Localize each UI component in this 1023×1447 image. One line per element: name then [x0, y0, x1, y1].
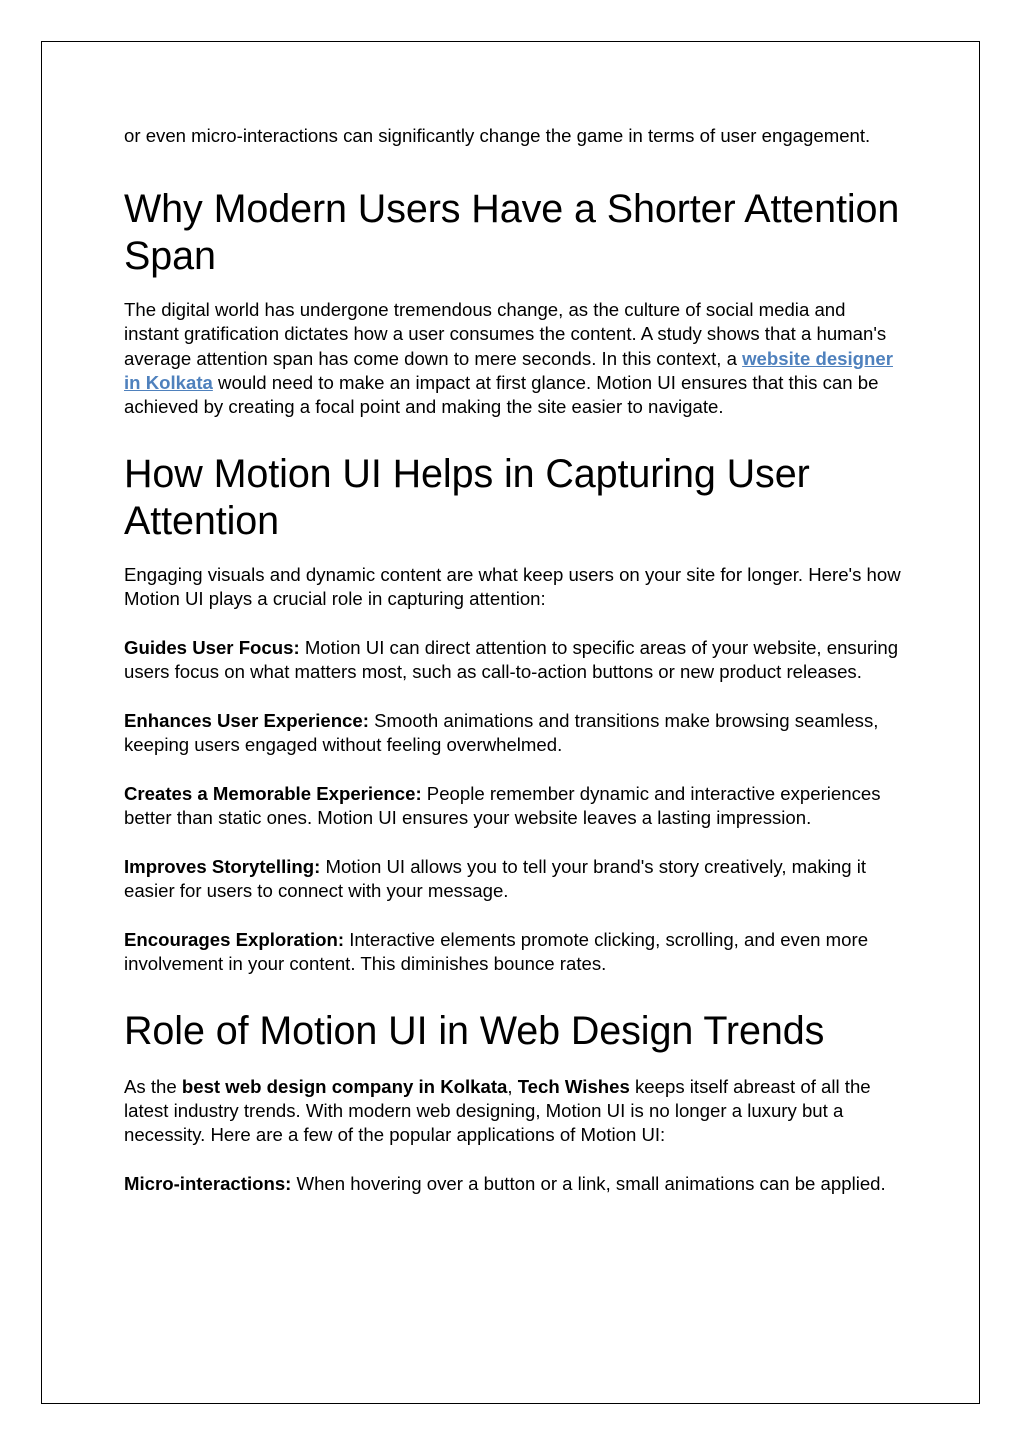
- benefit-term: Improves Storytelling:: [124, 855, 321, 877]
- benefit-item: [124, 709, 904, 757]
- heading-web-design-trends: Role of Motion UI in Web Design Trends: [124, 1009, 825, 1054]
- benefit-text: People remember dynamic and interactive experiences better than static ones. Motion UI ensures your website leaves a lasting impression.: [124, 782, 881, 829]
- trends-separator: ,: [507, 1075, 518, 1097]
- benefit-term: Guides User Focus:: [124, 637, 300, 659]
- benefit-text: Motion UI allows you to tell your brand's story creatively, making it easier for users to connect with your message.: [124, 855, 867, 902]
- website-designer-link[interactable]: website designer in Kolkata: [124, 347, 893, 393]
- benefit-text: Smooth animations and transitions make browsing seamless, keeping users engaged without feeling overwhelmed.: [124, 710, 879, 756]
- trends-paragraph: [124, 1075, 904, 1148]
- trends-text-start: As the: [124, 1075, 182, 1097]
- intro-paragraph: or even micro-interactions can significantly change the game in terms of user engagement.: [124, 125, 871, 146]
- attention-span-text-end: would need to make an impact at first glance. Motion UI ensures that this can be achieved by creating a focal point and making the site easier to navigate.: [124, 371, 879, 418]
- benefit-item: [124, 855, 904, 903]
- benefit-item: [124, 928, 904, 976]
- attention-span-text-start: The digital world has undergone tremendous change, as the culture of social media and instant gratification dictates how a user consumes the content. A study shows that a human's average attention span has come down to mere seconds. In this context, a: [124, 299, 887, 369]
- application-item: [124, 1172, 904, 1196]
- document-body: [124, 124, 904, 1196]
- application-term: Micro-interactions:: [124, 1172, 292, 1194]
- attention-span-paragraph: [124, 298, 904, 419]
- benefit-item: [124, 782, 904, 830]
- benefit-text: Interactive elements promote clicking, scrolling, and even more involvement in your content. This diminishes bounce rates.: [124, 928, 869, 974]
- application-text: When hovering over a button or a link, small animations can be applied.: [291, 1172, 886, 1194]
- company-phrase: best web design company in Kolkata: [181, 1075, 508, 1097]
- benefit-term: Encourages Exploration:: [124, 928, 345, 950]
- benefit-item: [124, 636, 904, 684]
- benefit-text: Motion UI can direct attention to specific areas of your website, ensuring users focus on what matters most, such as call-to-action buttons or new product releases.: [124, 637, 899, 683]
- benefit-term: Enhances User Experience:: [124, 710, 369, 732]
- trends-text-end: keeps itself abreast of all the latest industry trends. With modern web designing, Motion UI is no longer a luxury but a necessity. Here are a few of the popular applications of Motion UI:: [124, 1075, 871, 1146]
- heading-attention-span: Why Modern Users Have a Shorter Attention Span: [124, 187, 900, 278]
- benefit-term: Creates a Memorable Experience:: [124, 782, 422, 804]
- brand-name: Tech Wishes: [517, 1075, 630, 1097]
- heading-capturing-attention: How Motion UI Helps in Capturing User Attention: [124, 452, 810, 543]
- capturing-attention-intro: Engaging visuals and dynamic content are what keep users on your site for longer. Here's how Motion UI plays a crucial role in capturing attention:: [124, 564, 901, 610]
